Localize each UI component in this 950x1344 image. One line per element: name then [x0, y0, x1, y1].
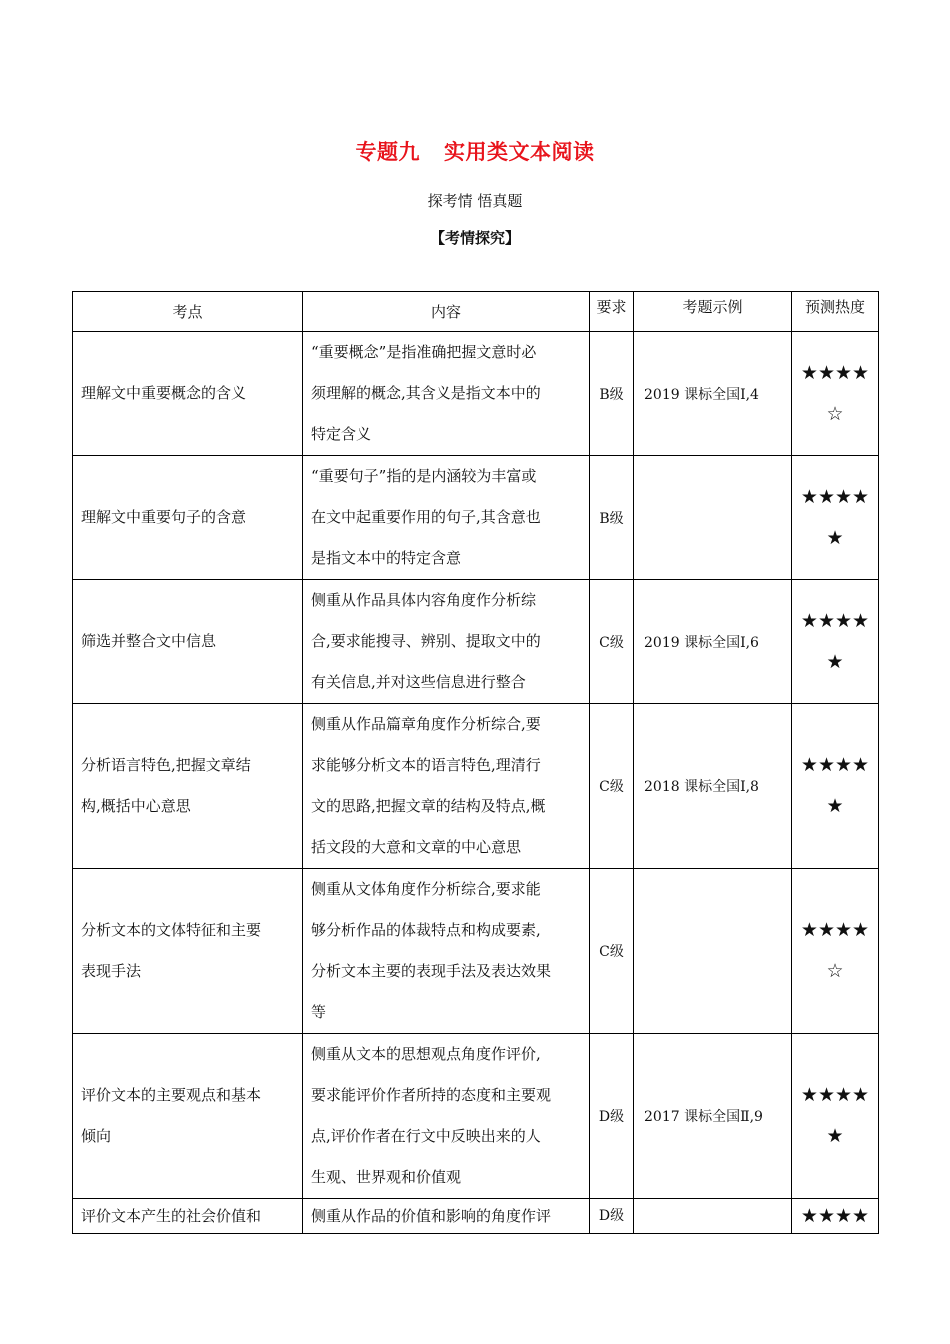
- content-line: 特定含义: [311, 425, 372, 443]
- content-line: 合,要求能搜寻、辨别、提取文中的: [311, 632, 541, 650]
- star-rating-icon: ★★★★: [800, 1084, 870, 1106]
- cell-content: [303, 1034, 590, 1199]
- content-line: 括文段的大意和文章的中心意思: [311, 838, 522, 856]
- content-line: 须理解的概念,其含义是指文本中的: [311, 384, 541, 402]
- content-line: 生观、世界观和价值观: [311, 1168, 462, 1186]
- cell-topic: [73, 1199, 303, 1234]
- table-row: [73, 332, 879, 456]
- content-line: 侧重从文体角度作分析综合,要求能: [311, 880, 541, 898]
- table-row: [73, 869, 879, 1034]
- cell-content: [303, 1199, 590, 1234]
- cell-requirement-level: B级: [590, 332, 634, 456]
- topic-line: 倾向: [81, 1127, 112, 1145]
- topic-line: 构,概括中心意思: [81, 797, 191, 815]
- content-line: 侧重从作品篇章角度作分析综合,要: [311, 715, 541, 733]
- topic-line: 理解文中重要句子的含意: [81, 508, 247, 526]
- star-rating-icon: ★★★★: [800, 754, 870, 776]
- star-rating-icon: ★: [826, 1125, 844, 1147]
- cell-requirement-level: C级: [590, 869, 634, 1034]
- cell-requirement-level: C级: [590, 580, 634, 704]
- table-row: [73, 456, 879, 580]
- cell-content: [303, 456, 590, 580]
- cell-content: [303, 580, 590, 704]
- star-rating-icon: ★★★★: [800, 485, 870, 508]
- cell-requirement-level: D级: [590, 1034, 634, 1199]
- content-line: 分析文本主要的表现手法及表达效果: [311, 962, 552, 980]
- page-title: [0, 136, 950, 166]
- cell-content: [303, 332, 590, 456]
- page-subtitle: 探考情 悟真题: [427, 192, 523, 210]
- cell-heat-rating: [792, 456, 879, 580]
- cell-topic: [73, 1034, 303, 1199]
- cell-exam-example: 2019 课标全国Ⅰ,4: [634, 332, 792, 456]
- topic-line: 分析语言特色,把握文章结: [81, 756, 251, 774]
- content-line: 侧重从作品的价值和影响的角度作评: [311, 1207, 552, 1225]
- content-line: “重要概念”是指准确把握文意时必: [311, 343, 537, 361]
- table-row: [73, 1034, 879, 1199]
- star-rating-icon: ★★★★: [800, 919, 870, 941]
- topic-line: 表现手法: [81, 962, 142, 980]
- content-line: 侧重从作品具体内容角度作分析综: [311, 591, 537, 609]
- cell-requirement-level: D级: [590, 1199, 634, 1234]
- header-heat: 预测热度: [792, 292, 879, 332]
- title-topic-number: 专题九: [355, 139, 420, 164]
- cell-heat-rating: [792, 704, 879, 869]
- header-content: 内容: [303, 292, 590, 332]
- content-line: 够分析作品的体裁特点和构成要素,: [311, 921, 541, 939]
- table-row: [73, 1199, 879, 1234]
- cell-topic: [73, 580, 303, 704]
- cell-topic: [73, 332, 303, 456]
- cell-content: [303, 704, 590, 869]
- cell-requirement-level: C级: [590, 704, 634, 869]
- table-header-row: [73, 292, 879, 332]
- header-example: 考题示例: [634, 292, 792, 332]
- content-line: “重要句子”指的是内涵较为丰富或: [311, 467, 537, 485]
- star-rating-icon: ★★★★: [800, 1205, 870, 1227]
- topic-line: 评价文本产生的社会价值和: [81, 1207, 262, 1225]
- star-rating-icon: ☆: [826, 960, 844, 982]
- content-line: 有关信息,并对这些信息进行整合: [311, 673, 526, 691]
- cell-exam-example: [634, 456, 792, 580]
- cell-heat-rating: [792, 1034, 879, 1199]
- table-row: [73, 580, 879, 704]
- header-requirement: 要求: [590, 292, 634, 332]
- section-heading: 【考情探究】: [429, 229, 520, 247]
- star-rating-icon: ★: [826, 526, 844, 549]
- cell-exam-example: [634, 1199, 792, 1234]
- cell-exam-example: 2018 课标全国Ⅰ,8: [634, 704, 792, 869]
- cell-topic: [73, 456, 303, 580]
- content-line: 是指文本中的特定含意: [311, 549, 462, 567]
- cell-exam-example: 2017 课标全国Ⅱ,9: [634, 1034, 792, 1199]
- content-line: 要求能评价作者所持的态度和主要观: [311, 1086, 552, 1104]
- topic-line: 理解文中重要概念的含义: [81, 384, 247, 402]
- content-line: 在文中起重要作用的句子,其含意也: [311, 508, 541, 526]
- star-rating-icon: ★: [826, 650, 844, 673]
- star-rating-icon: ☆: [826, 402, 844, 425]
- topic-line: 筛选并整合文中信息: [81, 632, 217, 650]
- star-rating-icon: ★★★★: [800, 609, 870, 632]
- content-line: 点,评价作者在行文中反映出来的人: [311, 1127, 541, 1145]
- star-rating-icon: ★★★★: [800, 361, 870, 384]
- table-body: [73, 332, 879, 1234]
- cell-heat-rating: [792, 332, 879, 456]
- cell-topic: [73, 704, 303, 869]
- content-line: 求能够分析文本的语言特色,理清行: [311, 756, 541, 774]
- cell-exam-example: 2019 课标全国Ⅰ,6: [634, 580, 792, 704]
- content-line: 等: [311, 1003, 327, 1021]
- cell-content: [303, 869, 590, 1034]
- star-rating-icon: ★: [826, 795, 844, 817]
- topic-line: 评价文本的主要观点和基本: [81, 1086, 262, 1104]
- content-line: 文的思路,把握文章的结构及特点,概: [311, 797, 546, 815]
- table-row: [73, 704, 879, 869]
- cell-heat-rating: [792, 869, 879, 1034]
- cell-topic: [73, 869, 303, 1034]
- header-topic: 考点: [73, 292, 303, 332]
- cell-heat-rating: [792, 1199, 879, 1234]
- cell-exam-example: [634, 869, 792, 1034]
- cell-requirement-level: B级: [590, 456, 634, 580]
- title-topic-name: 实用类文本阅读: [444, 139, 595, 164]
- exam-analysis-table: [72, 291, 879, 1234]
- topic-line: 分析文本的文体特征和主要: [81, 921, 262, 939]
- cell-heat-rating: [792, 580, 879, 704]
- content-line: 侧重从文本的思想观点角度作评价,: [311, 1045, 541, 1063]
